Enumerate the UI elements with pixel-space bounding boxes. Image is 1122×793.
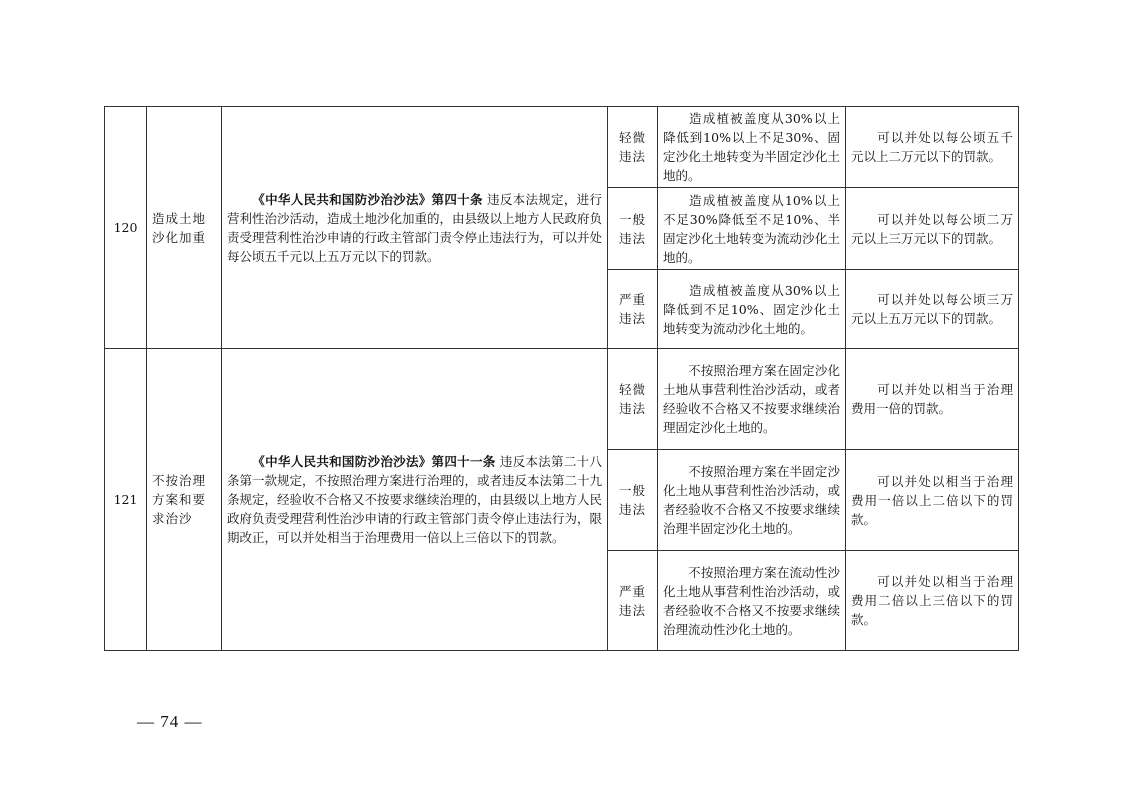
violation-level: 一般违法 [608, 188, 658, 270]
item-number: 120 [105, 107, 147, 349]
violation-level: 严重违法 [608, 551, 658, 651]
penalty-standard: 可以并处以每公顷五千元以上二万元以下的罚款。 [846, 107, 1019, 188]
violation-condition: 造成植被盖度从10%以上不足30%降低至不足10%、半固定沙化土地转变为流动沙化土地的。 [658, 188, 846, 270]
item-number: 121 [105, 349, 147, 651]
violation-condition: 不按照治理方案在半固定沙化土地从事营利性治沙活动，或者经验收不合格又不按要求继续治理半固定沙化土地的。 [658, 450, 846, 551]
law-article: 《中华人民共和国防沙治沙法》第四十一条 [252, 454, 496, 469]
legal-basis [222, 107, 608, 349]
penalty-standard: 可以并处以每公顷二万元以上三万元以下的罚款。 [846, 188, 1019, 270]
law-provision: 违反本法规定，进行营利性治沙活动，造成土地沙化加重的，由县级以上地方人民政府负责受理营利性治沙申请的行政主管部门责令停止违法行为，可以并处每公顷五千元以上五万元以下的罚款。 [227, 191, 603, 264]
penalty-standard: 可以并处以相当于治理费用一倍以上二倍以下的罚款。 [846, 450, 1019, 551]
violation-condition: 造成植被盖度从30%以上降低到10%以上不足30%、固定沙化土地转变为半固定沙化土地的。 [658, 107, 846, 188]
violation-condition: 不按照治理方案在固定沙化土地从事营利性治沙活动，或者经验收不合格又不按要求继续治理固定沙化土地的。 [658, 349, 846, 450]
violation-condition: 造成植被盖度从30%以上降低到不足10%、固定沙化土地转变为流动沙化土地的。 [658, 270, 846, 349]
violation-level: 严重违法 [608, 270, 658, 349]
penalty-table [104, 106, 1019, 651]
violation-level: 轻微违法 [608, 349, 658, 450]
law-provision: 违反本法第二十八条第一款规定，不按照治理方案进行治理的，或者违反本法第二十九条规定，经验收不合格又不按要求继续治理的，由县级以上地方人民政府负责受理营利性治沙申请的行政主管部门责令停止违法行为，限期改正，可以并处相当于治理费用一倍以上三倍以下的罚款。 [227, 454, 603, 545]
table-row [105, 349, 1019, 450]
penalty-standard: 可以并处以相当于治理费用二倍以上三倍以下的罚款。 [846, 551, 1019, 651]
page-number: — 74 — [137, 712, 203, 731]
penalty-standard: 可以并处以相当于治理费用一倍的罚款。 [846, 349, 1019, 450]
violation-level: 轻微违法 [608, 107, 658, 188]
violation-condition: 不按照治理方案在流动性沙化土地从事营利性治沙活动，或者经验收不合格又不按要求继续治理流动性沙化土地的。 [658, 551, 846, 651]
violation-name: 不按治理方案和要求治沙 [147, 349, 222, 651]
penalty-standard: 可以并处以每公顷三万元以上五万元以下的罚款。 [846, 270, 1019, 349]
law-article: 《中华人民共和国防沙治沙法》第四十条 [252, 191, 483, 207]
violation-level: 一般违法 [608, 450, 658, 551]
legal-basis [222, 349, 608, 651]
table-row [105, 107, 1019, 188]
violation-name: 造成土地沙化加重 [147, 107, 222, 349]
